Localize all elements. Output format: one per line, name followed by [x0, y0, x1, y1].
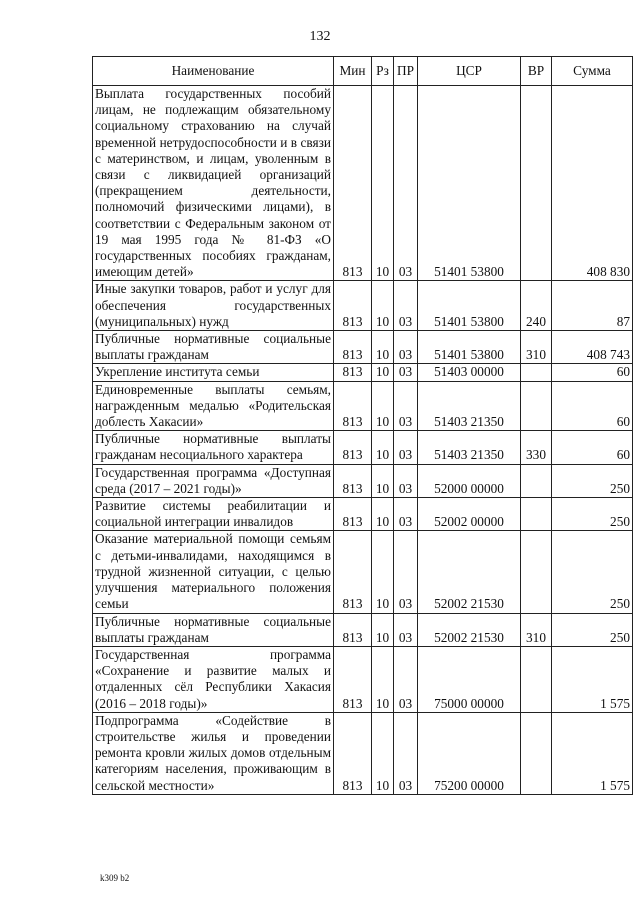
cell-rz: 10: [372, 431, 394, 464]
table-row: [93, 613, 633, 646]
cell-vr: [521, 86, 552, 281]
footer-code: k309 b2: [100, 873, 130, 883]
cell-sum: 250: [552, 464, 633, 497]
cell-min: 813: [334, 464, 372, 497]
header-sum: Сумма: [552, 57, 633, 86]
table-row: [93, 712, 633, 794]
cell-sum: 250: [552, 613, 633, 646]
cell-pr: 03: [394, 712, 418, 794]
cell-sum: 1 575: [552, 712, 633, 794]
cell-min: 813: [334, 498, 372, 531]
cell-vr: [521, 712, 552, 794]
table-row: [93, 331, 633, 364]
header-csr: ЦСР: [418, 57, 521, 86]
header-name: Наименование: [93, 57, 334, 86]
table-row: [93, 281, 633, 331]
cell-min: 813: [334, 281, 372, 331]
table-header-row: [93, 57, 633, 86]
cell-csr: 51403 21350: [418, 431, 521, 464]
cell-min: 813: [334, 381, 372, 431]
cell-name: Укрепление института семьи: [93, 364, 334, 381]
cell-pr: 03: [394, 464, 418, 497]
cell-csr: 52000 00000: [418, 464, 521, 497]
table-row: [93, 381, 633, 431]
table-row: [93, 431, 633, 464]
table-row: [93, 646, 633, 712]
cell-csr: 51403 00000: [418, 364, 521, 381]
cell-sum: 60: [552, 364, 633, 381]
cell-rz: 10: [372, 331, 394, 364]
cell-name: Оказание материальной помощи семьям с детьми-инвалидами, находящимся в трудной жизненной ситуации, с целью улучшения материального положения семьи: [93, 531, 334, 613]
table-row: [93, 531, 633, 613]
cell-csr: 52002 21530: [418, 613, 521, 646]
cell-pr: 03: [394, 431, 418, 464]
cell-vr: [521, 364, 552, 381]
budget-table: [92, 56, 633, 795]
cell-rz: 10: [372, 86, 394, 281]
cell-vr: 330: [521, 431, 552, 464]
header-min: Мин: [334, 57, 372, 86]
cell-sum: 408 830: [552, 86, 633, 281]
cell-csr: 75200 00000: [418, 712, 521, 794]
cell-name: Выплата государственных пособий лицам, не подлежащим обязательному социальному страхованию на случай временной нетрудоспособности и в связи с материнством, и лицам, уволенным в связи с ликвидацией организаций (прекращением деятельности, полномочий физическими лицами), в соответствии с Федеральным законом от 19 мая 1995 года № 81-ФЗ «О государственных пособиях гражданам, имеющим детей»: [93, 86, 334, 281]
cell-vr: [521, 498, 552, 531]
cell-rz: 10: [372, 464, 394, 497]
cell-vr: 310: [521, 331, 552, 364]
cell-min: 813: [334, 331, 372, 364]
cell-pr: 03: [394, 281, 418, 331]
cell-min: 813: [334, 712, 372, 794]
header-pr: ПР: [394, 57, 418, 86]
cell-min: 813: [334, 431, 372, 464]
cell-vr: [521, 464, 552, 497]
table-row: [93, 498, 633, 531]
cell-sum: 250: [552, 531, 633, 613]
cell-csr: 51401 53800: [418, 331, 521, 364]
cell-sum: 250: [552, 498, 633, 531]
cell-vr: 240: [521, 281, 552, 331]
cell-pr: 03: [394, 331, 418, 364]
cell-rz: 10: [372, 613, 394, 646]
cell-pr: 03: [394, 646, 418, 712]
cell-csr: 51401 53800: [418, 86, 521, 281]
cell-sum: 60: [552, 431, 633, 464]
cell-vr: [521, 381, 552, 431]
cell-name: Государственная программа «Доступная среда (2017 – 2021 годы)»: [93, 464, 334, 497]
cell-min: 813: [334, 646, 372, 712]
table-row: [93, 86, 633, 281]
cell-sum: 408 743: [552, 331, 633, 364]
cell-csr: 51403 21350: [418, 381, 521, 431]
header-vr: ВР: [521, 57, 552, 86]
cell-rz: 10: [372, 531, 394, 613]
cell-rz: 10: [372, 646, 394, 712]
cell-pr: 03: [394, 498, 418, 531]
cell-name: Публичные нормативные социальные выплаты гражданам: [93, 331, 334, 364]
table-row: [93, 364, 633, 381]
cell-csr: 75000 00000: [418, 646, 521, 712]
cell-csr: 52002 21530: [418, 531, 521, 613]
cell-rz: 10: [372, 712, 394, 794]
cell-rz: 10: [372, 281, 394, 331]
cell-min: 813: [334, 531, 372, 613]
cell-vr: [521, 646, 552, 712]
cell-csr: 51401 53800: [418, 281, 521, 331]
cell-rz: 10: [372, 364, 394, 381]
cell-name: Развитие системы реабилитации и социальной интеграции инвалидов: [93, 498, 334, 531]
cell-pr: 03: [394, 613, 418, 646]
cell-min: 813: [334, 364, 372, 381]
cell-name: Публичные нормативные выплаты гражданам несоциального характера: [93, 431, 334, 464]
cell-name: Единовременные выплаты семьям, награжденным медалью «Родительская доблесть Хакасии»: [93, 381, 334, 431]
cell-pr: 03: [394, 86, 418, 281]
page-number: 132: [309, 29, 331, 44]
cell-name: Подпрограмма «Содействие в строительстве жилья и проведении ремонта кровли жилых домов отдельным категориям населения, проживающим в сельской местности»: [93, 712, 334, 794]
cell-csr: 52002 00000: [418, 498, 521, 531]
header-rz: Рз: [372, 57, 394, 86]
cell-pr: 03: [394, 531, 418, 613]
cell-rz: 10: [372, 498, 394, 531]
cell-pr: 03: [394, 381, 418, 431]
cell-min: 813: [334, 613, 372, 646]
cell-name: Иные закупки товаров, работ и услуг для обеспечения государственных (муниципальных) нужд: [93, 281, 334, 331]
cell-vr: 310: [521, 613, 552, 646]
cell-sum: 1 575: [552, 646, 633, 712]
cell-sum: 87: [552, 281, 633, 331]
cell-name: Государственная программа «Сохранение и развитие малых и отдаленных сёл Республики Хакасия (2016 – 2018 годы)»: [93, 646, 334, 712]
cell-name: Публичные нормативные социальные выплаты гражданам: [93, 613, 334, 646]
cell-pr: 03: [394, 364, 418, 381]
table-row: [93, 464, 633, 497]
cell-min: 813: [334, 86, 372, 281]
cell-sum: 60: [552, 381, 633, 431]
cell-rz: 10: [372, 381, 394, 431]
cell-vr: [521, 531, 552, 613]
